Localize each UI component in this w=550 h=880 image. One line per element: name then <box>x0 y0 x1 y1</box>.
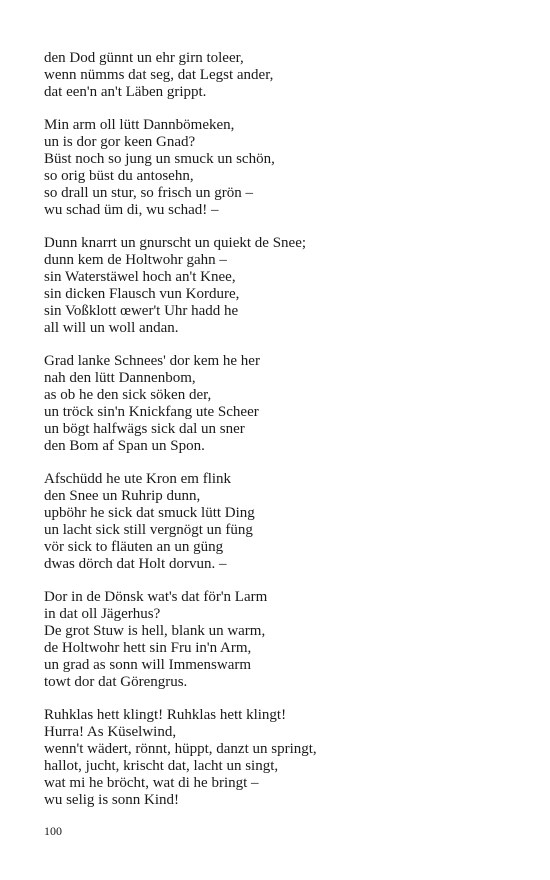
verse-line: Dunn knarrt un gnurscht un quiekt de Snee; <box>44 235 307 251</box>
verse-line: Büst noch so jung un smuck un schön, <box>44 151 275 167</box>
verse-line: vör sick to fläuten an un güng <box>44 539 224 555</box>
page-number: 100 <box>44 824 62 838</box>
verse-line: sin Waterstäwel hoch an't Knee, <box>44 269 236 285</box>
verse-line: Grad lanke Schnees' dor kem he her <box>44 353 260 369</box>
verse-line: wu schad üm di, wu schad! – <box>44 202 219 218</box>
verse-line: un bögt halfwägs sick dal un sner <box>44 421 245 437</box>
verse-line: de Holtwohr hett sin Fru in'n Arm, <box>44 640 252 656</box>
stanza <box>44 353 514 455</box>
verse-line: den Bom af Span un Spon. <box>44 438 205 454</box>
verse-line: dwas dörch dat Holt dorvun. – <box>44 556 227 572</box>
verse-line: in dat oll Jägerhus? <box>44 606 161 622</box>
verse-line: un lacht sick still vergnögt un füng <box>44 522 253 538</box>
verse-line: den Snee un Ruhrip dunn, <box>44 488 201 504</box>
stanza <box>44 471 514 573</box>
verse-line: wenn't wädert, rönnt, hüppt, danzt un springt, <box>44 741 317 757</box>
verse-line: un is dor gor keen Gnad? <box>44 134 196 150</box>
verse-line: towt dor dat Görengrus. <box>44 674 188 690</box>
verse-line: wat mi he bröcht, wat di he bringt – <box>44 775 259 791</box>
verse-line: den Dod günnt un ehr girn toleer, <box>44 50 244 66</box>
verse-line: sin dicken Flausch vun Kordure, <box>44 286 240 302</box>
verse-line: so drall un stur, so frisch un grön – <box>44 185 253 201</box>
poem-text <box>44 50 514 825</box>
stanza <box>44 117 514 219</box>
verse-line: hallot, jucht, krischt dat, lacht un singt, <box>44 758 279 774</box>
verse-line: dat een'n an't Läben grippt. <box>44 84 207 100</box>
stanza <box>44 589 514 691</box>
verse-line: dunn kem de Holtwohr gahn – <box>44 252 227 268</box>
verse-line: wu selig is sonn Kind! <box>44 792 179 808</box>
verse-line: so orig büst du antosehn, <box>44 168 194 184</box>
verse-line: Ruhklas hett klingt! Ruhklas hett klingt! <box>44 707 287 723</box>
verse-line: as ob he den sick söken der, <box>44 387 212 403</box>
verse-line: Dor in de Dönsk wat's dat för'n Larm <box>44 589 268 605</box>
verse-line: Min arm oll lütt Dannbömeken, <box>44 117 235 133</box>
stanza <box>44 50 514 101</box>
verse-line: sin Voßklott œwer't Uhr hadd he <box>44 303 239 319</box>
verse-line: un grad as sonn will Immenswarm <box>44 657 252 673</box>
verse-line: Hurra! As Küselwind, <box>44 724 177 740</box>
stanza <box>44 707 514 809</box>
verse-line: Afschüdd he ute Kron em flink <box>44 471 232 487</box>
verse-line: upböhr he sick dat smuck lütt Ding <box>44 505 255 521</box>
stanza <box>44 235 514 337</box>
verse-line: wenn nümms dat seg, dat Legst ander, <box>44 67 274 83</box>
verse-line: nah den lütt Dannenbom, <box>44 370 196 386</box>
verse-line: un tröck sin'n Knickfang ute Scheer <box>44 404 259 420</box>
verse-line: De grot Stuw is hell, blank un warm, <box>44 623 266 639</box>
verse-line: all will un woll andan. <box>44 320 179 336</box>
